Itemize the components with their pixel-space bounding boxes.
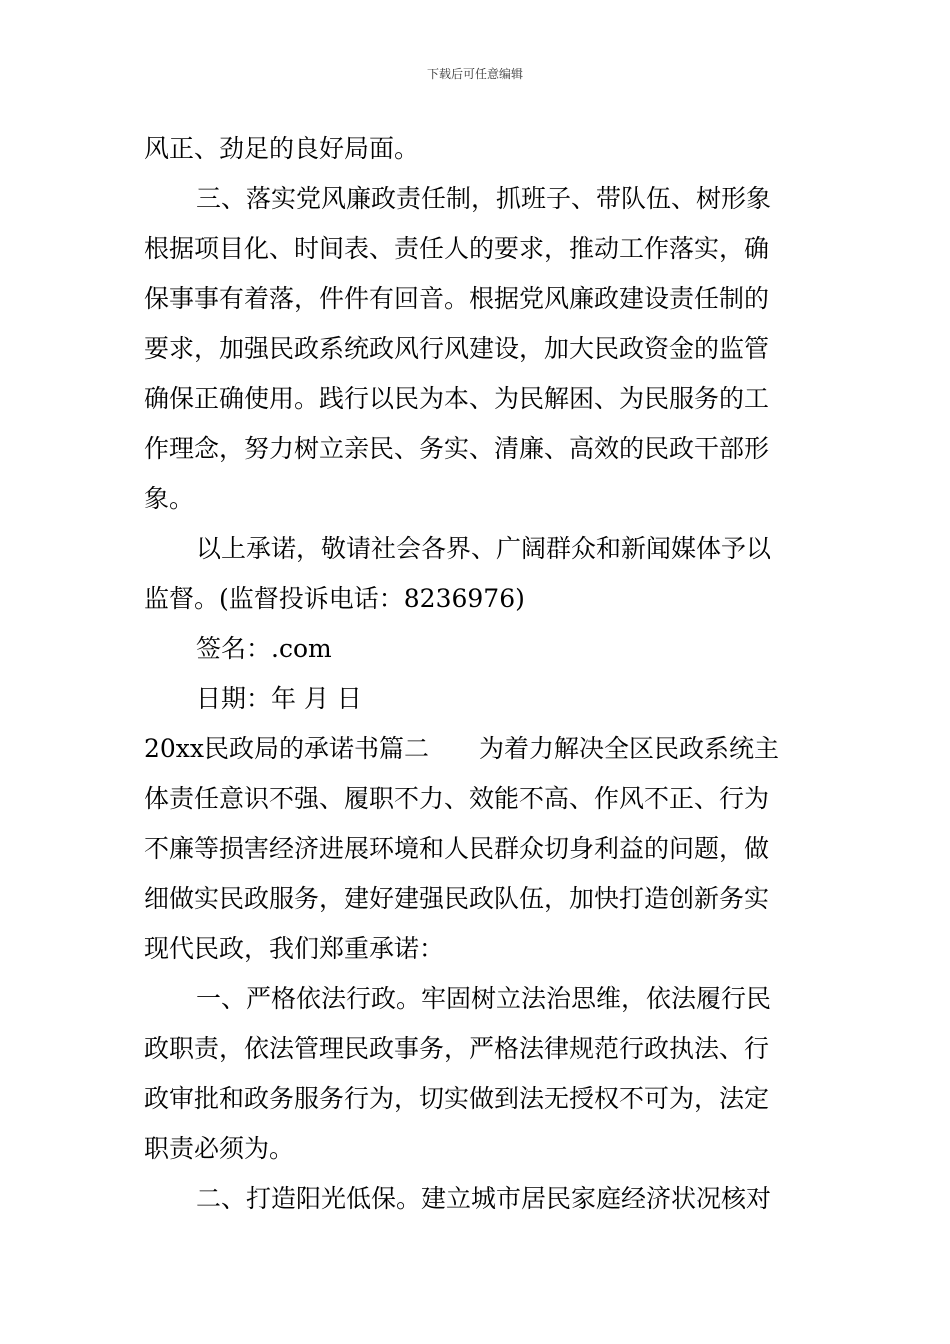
document-body — [144, 124, 810, 1224]
text-line: 根据项目化、时间表、责任人的要求，推动工作落实，确 — [144, 234, 770, 263]
text-line: 二、打造阳光低保。建立城市居民家庭经济状况核对 — [196, 1184, 772, 1213]
text-line: 确保正确使用。践行以民为本、为民解困、为民服务的工 — [144, 384, 770, 413]
page-header-note: 下载后可任意编辑 — [426, 67, 523, 81]
text-line: 作理念，努力树立亲民、务实、清廉、高效的民政干部形 — [144, 434, 770, 463]
text-line: 不廉等损害经济进展环境和人民群众切身利益的问题，做 — [144, 834, 770, 863]
text-line: 保事事有着落，件件有回音。根据党风廉政建设责任制的 — [144, 284, 770, 313]
text-line: 体责任意识不强、履职不力、效能不高、作风不正、行为 — [144, 784, 770, 813]
text-line: 监督。(监督投诉电话：8236976) — [144, 584, 525, 613]
text-line: 风正、劲足的良好局面。 — [144, 134, 420, 163]
date-line: 日期：年 月 日 — [196, 684, 362, 713]
text-line: 政职责，依法管理民政事务，严格法律规范行政执法、行 — [144, 1034, 770, 1063]
text-line: 要求，加强民政系统政风行风建设，加大民政资金的监管 — [144, 334, 770, 363]
text-line: 20xx民政局的承诺书篇二 为着力解决全区民政系统主 — [144, 734, 780, 763]
text-line: 以上承诺，敬请社会各界、广阔群众和新闻媒体予以 — [196, 534, 772, 563]
text-line: 一、严格依法行政。牢固树立法治思维，依法履行民 — [196, 984, 772, 1013]
text-line: 政审批和政务服务行为，切实做到法无授权不可为，法定 — [144, 1084, 770, 1113]
text-line: 象。 — [144, 484, 195, 513]
signature-line: 签名：.com — [196, 634, 332, 663]
text-line: 三、落实党风廉政责任制，抓班子、带队伍、树形象 — [196, 184, 772, 213]
text-line: 细做实民政服务，建好建强民政队伍，加快打造创新务实 — [144, 884, 770, 913]
text-line: 职责必须为。 — [144, 1134, 295, 1163]
text-line: 现代民政，我们郑重承诺： — [144, 934, 445, 963]
